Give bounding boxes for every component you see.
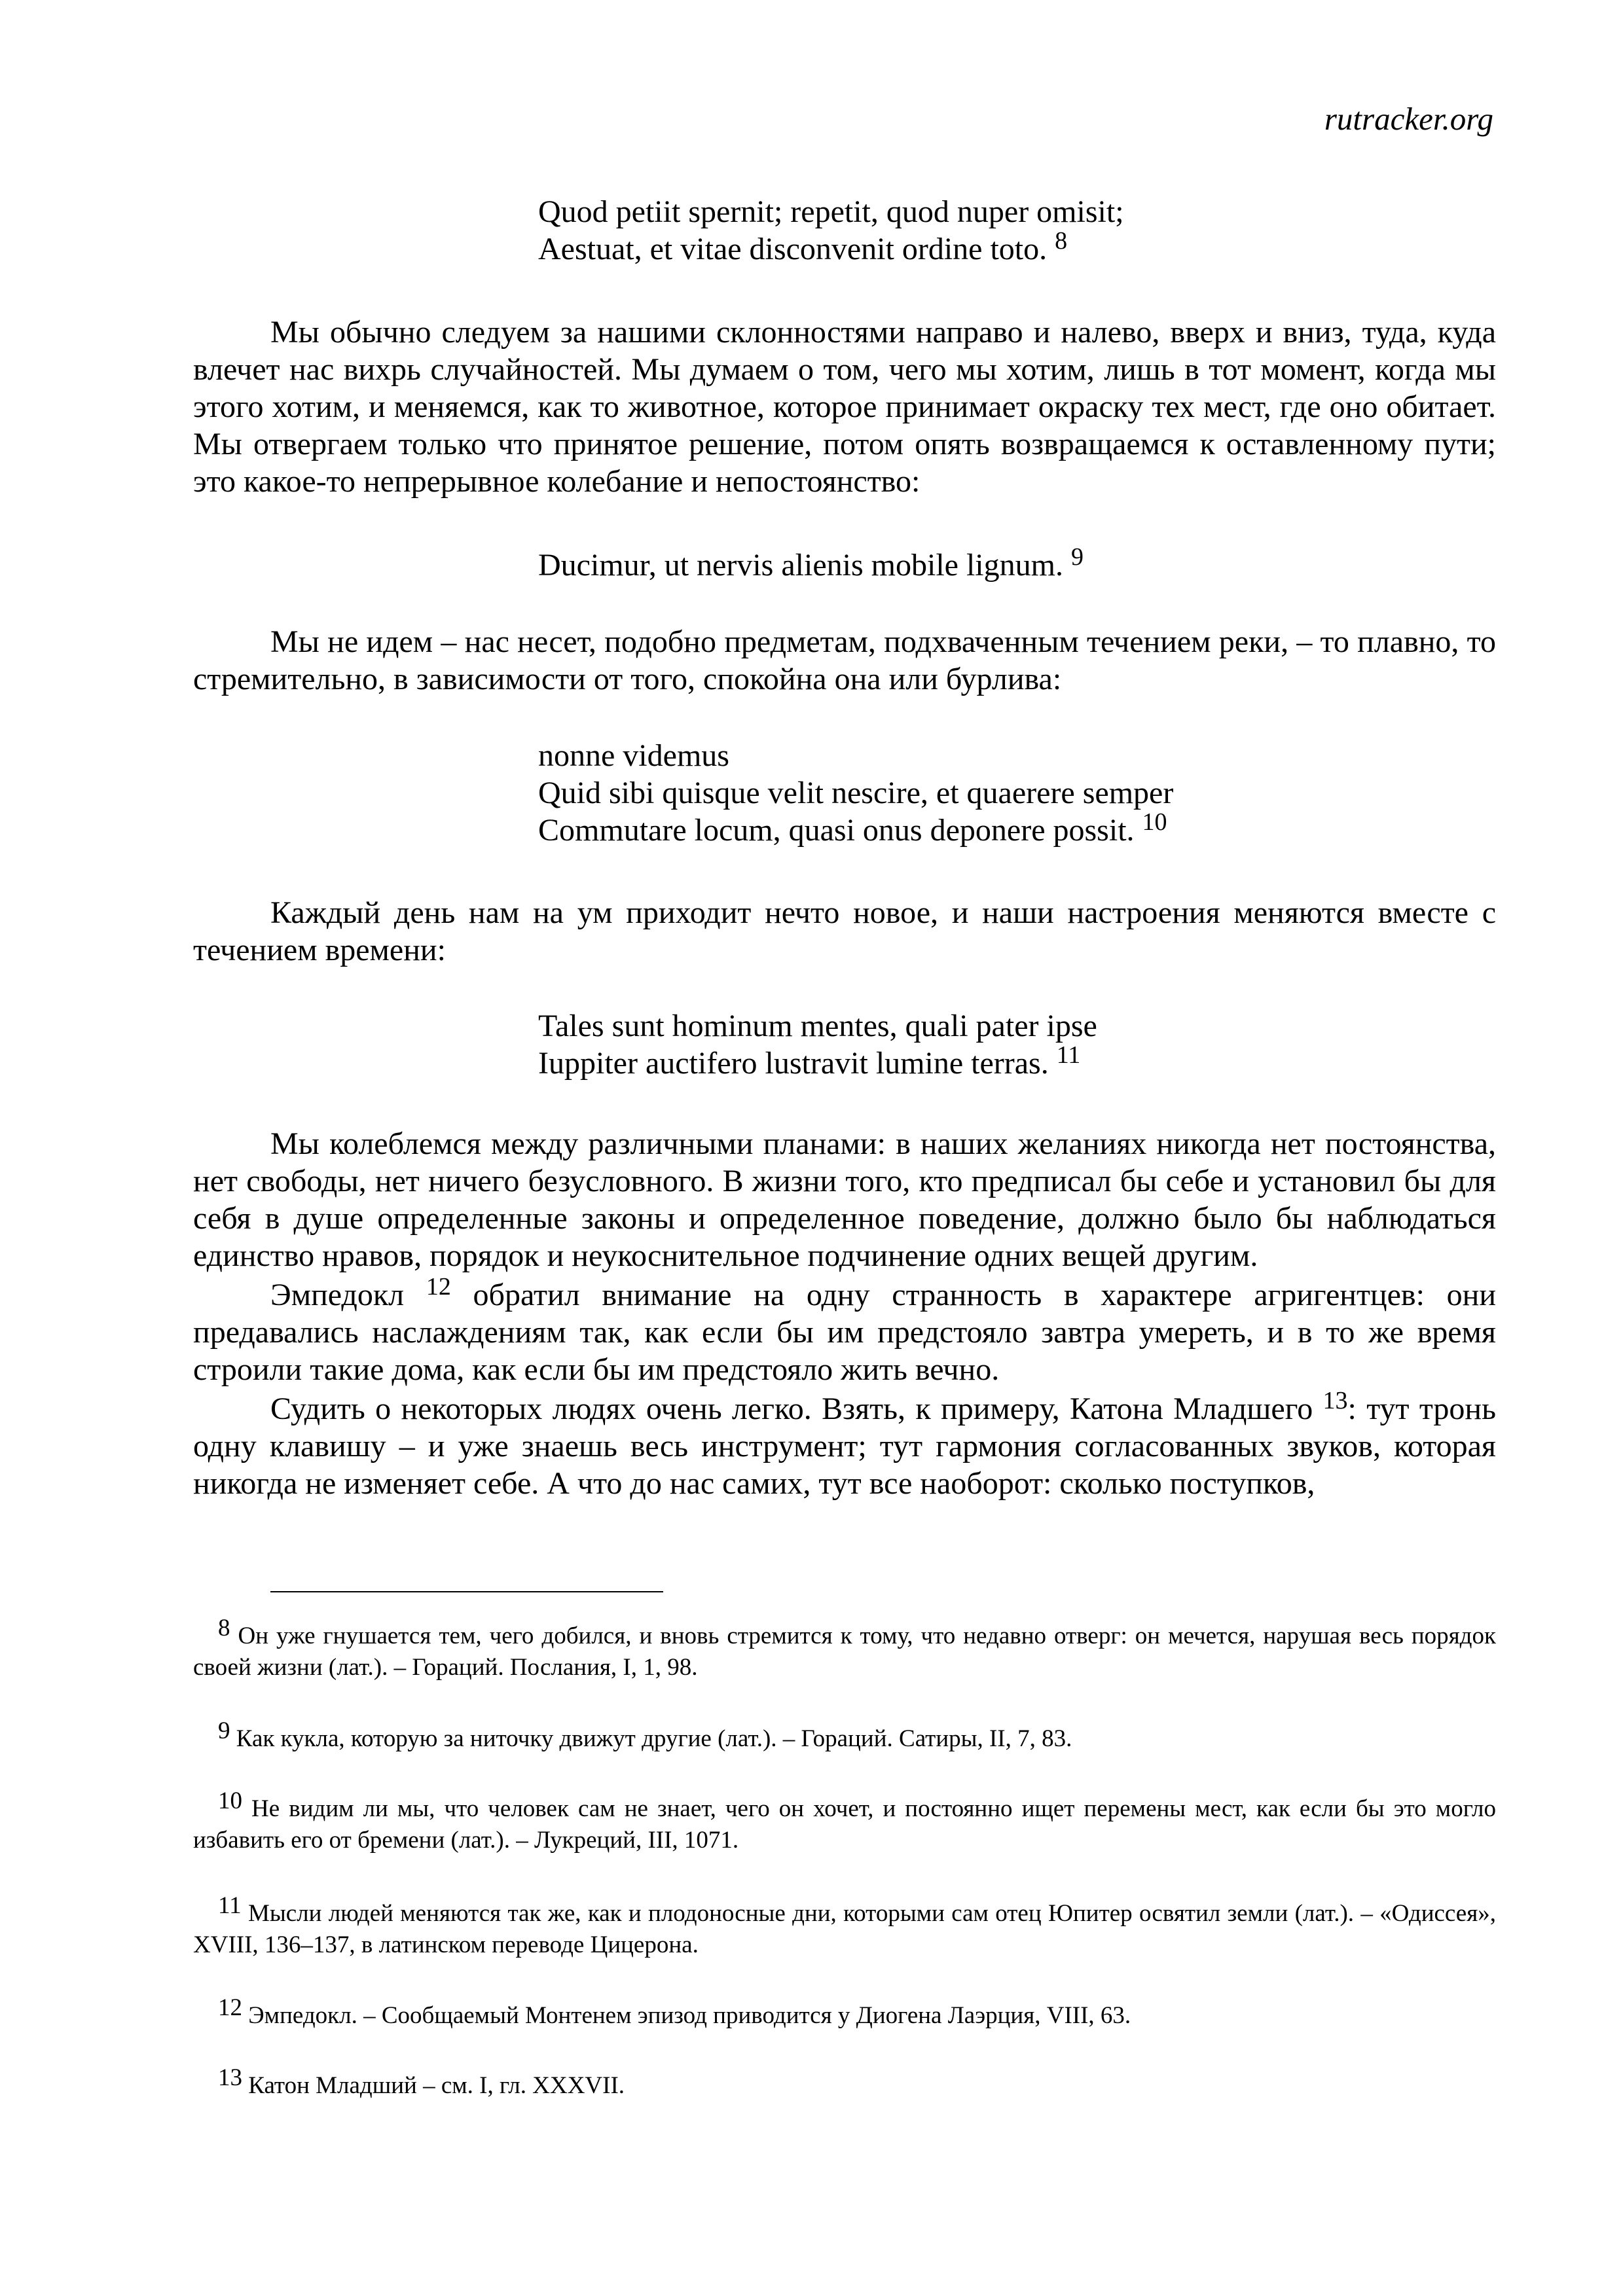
- footnote-number: 10: [218, 1787, 242, 1814]
- paragraph-group: [193, 1125, 1496, 1502]
- paragraph-text: Мы обычно следуем за нашими склонностями направо и налево, вверх и вниз, туда, куда влечет нас вихрь случайностей. Мы думаем о том, чего мы хотим, лишь в тот момент, когда мы этого хотим, и меняемся, как то животное, которое принимает окраску тех мест, где оно обитает. Мы отвергаем только что принятое решение, потом опять возвращаемся к оставленному пути; это какое-то непрерывное колебание и непостоянство:: [193, 315, 1496, 499]
- verse-quote-4: [538, 1007, 1097, 1082]
- footnote-ref: 13: [1322, 1387, 1348, 1414]
- footnote: $^{11}$ Мысли людей меняются так же, как и плодоносные дни, которыми сам отец Юпитер освятил земли (лат.). – «Одиссея», XVIII, 136–137, в латинском переводе Цицерона.: [193, 1892, 1496, 1958]
- footnote-ref: 9: [1070, 543, 1084, 571]
- paragraph: [193, 894, 1496, 969]
- footnote-number: 11: [218, 1892, 242, 1919]
- footnote-separator: [270, 1591, 663, 1592]
- footnote-number: 9: [218, 1717, 230, 1744]
- footnote-number: 12: [218, 1994, 242, 2021]
- paragraph: [193, 314, 1496, 500]
- footnote-ref: 10: [1142, 808, 1167, 836]
- footnote-ref: 11: [1056, 1041, 1081, 1069]
- verse-line: Quid sibi quisque velit nescire, et quaerere semper: [538, 776, 1174, 810]
- verse-line: Tales sunt hominum mentes, quali pater ipse: [538, 1009, 1097, 1043]
- verse-line: Commutare locum, quasi onus deponere possit. $^{10}$: [538, 808, 1167, 848]
- verse-line: Aestuat, et vitae disconvenit ordine toto. $^8$: [538, 227, 1068, 266]
- footnote-ref: 12: [426, 1273, 451, 1300]
- verse-line: Ducimur, ut nervis alienis mobile lignum. $^9$: [538, 543, 1084, 583]
- verse-quote-3: [538, 737, 1173, 849]
- footnote: $^{12}$ Эмпедокл. – Сообщаемый Монтенем эпизод приводится у Диогена Лаэрция, VIII, 63.: [218, 1994, 1131, 2029]
- verse-quote-1: [538, 193, 1124, 268]
- verse-quote-2: [538, 543, 1084, 584]
- verse-line: Iuppiter auctifero lustravit lumine terras. $^{11}$: [538, 1041, 1081, 1081]
- verse-line: nonne videmus: [538, 738, 729, 773]
- verse-line: Quod petiit spernit; repetit, quod nuper omisit;: [538, 194, 1124, 229]
- footnote-number: 13: [218, 2064, 242, 2091]
- paragraph: [193, 623, 1496, 698]
- footnote: $^8$ Он уже гнушается тем, чего добился, и вновь стремится к тому, что недавно отверг: он мечется, нарушая весь порядок своей жизни (лат.). – Гораций. Послания, I, 1, 98.: [193, 1615, 1496, 1681]
- paragraph-text: Судить о некоторых людях очень легко. Взять, к примеру, Катона Младшего $^{13}$: тут тронь одну клавишу – и уже знаешь весь инструмент; тут гармония согласованных звуков, которая никогда не изменяет себе. А что до нас самих, тут все наоборот: сколько поступков,: [193, 1387, 1496, 1501]
- footnote: $^{13}$ Катон Младший – см. I, гл. XXXVII.: [218, 2064, 625, 2099]
- paragraph-text: Мы колеблемся между различными планами: в наших желаниях никогда нет постоянства, нет свободы, нет ничего безусловного. В жизни того, кто предписал бы себе и установил бы для себя в душе определенные законы и определенное поведение, должно было бы наблюдаться единство нравов, порядок и неукоснительное подчинение одних вещей другим.: [193, 1126, 1496, 1273]
- footnote-number: 8: [218, 1615, 230, 1641]
- paragraph-text: Эмпедокл $^{12}$ обратил внимание на одну странность в характере агригентцев: они предавались наслаждениям так, как если бы им предстояло завтра умереть, и в то же время строили такие дома, как если бы им предстояло жить вечно.: [193, 1273, 1497, 1387]
- footnote-ref: 8: [1055, 227, 1068, 255]
- site-header: rutracker.org: [1324, 101, 1493, 137]
- paragraph-text: Каждый день нам на ум приходит нечто новое, и наши настроения меняются вместе с течением времени:: [193, 895, 1496, 967]
- paragraph-text: Мы не идем – нас несет, подобно предметам, подхваченным течением реки, – то плавно, то стремительно, в зависимости от того, спокойна она или бурлива:: [193, 624, 1496, 696]
- footnote: $^9$ Как кукла, которую за ниточку движут другие (лат.). – Гораций. Сатиры, II, 7, 83.: [218, 1717, 1072, 1752]
- footnote: $^{10}$ Не видим ли мы, что человек сам не знает, чего он хочет, и постоянно ищет перемены мест, как если бы это могло избавить его от бремени (лат.). – Лукреций, III, 1071.: [193, 1787, 1496, 1854]
